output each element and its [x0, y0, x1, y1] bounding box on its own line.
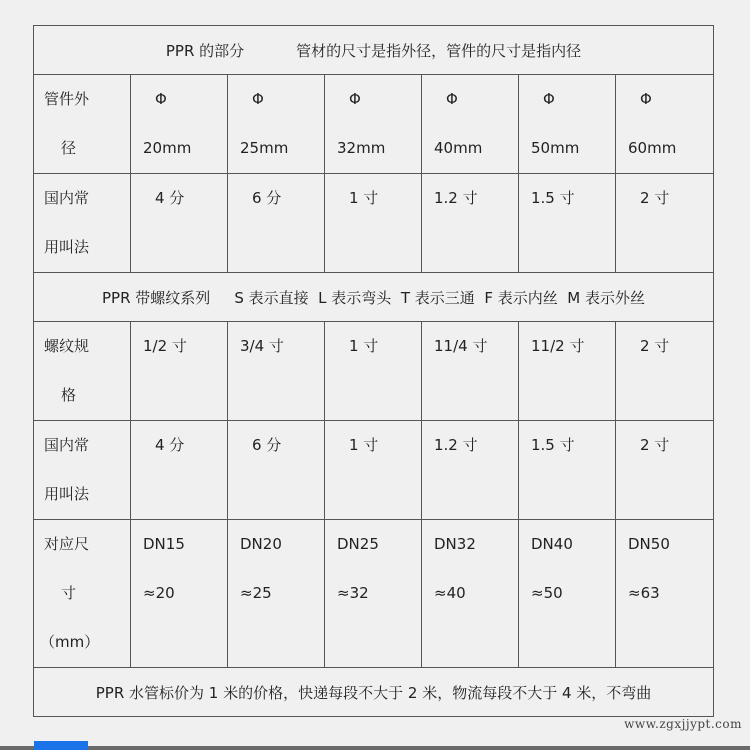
table-cell [131, 75, 228, 174]
approx-mm-value: ≈20 [143, 584, 175, 602]
table-cell [616, 421, 714, 520]
dn-value: DN15 [143, 535, 185, 553]
approx-mm-value: ≈25 [240, 584, 272, 602]
table-cell [422, 75, 519, 174]
table-cell [228, 421, 325, 520]
label-line: 径 [61, 139, 77, 157]
row-label-outer-diameter [34, 75, 131, 174]
table-cell [519, 174, 616, 273]
thread-spec-value: 11/2 寸 [531, 337, 585, 355]
thread-banner-cell [34, 273, 714, 322]
diameter-symbol: Φ [155, 90, 167, 108]
diameter-value: 20mm [143, 139, 192, 157]
dn-value: DN50 [628, 535, 670, 553]
label-line: （mm） [40, 633, 100, 651]
table-cell [616, 174, 714, 273]
table-cell [519, 520, 616, 668]
thread-spec-value: 1 寸 [349, 337, 379, 355]
label-line: 用叫法 [44, 485, 90, 503]
label-line: 螺纹规 [44, 337, 90, 355]
dn-value: DN32 [434, 535, 476, 553]
label-line: 格 [61, 386, 77, 404]
table-cell [616, 75, 714, 174]
thread-banner-item: S 表示直接 [234, 288, 309, 307]
common-name-row-1 [34, 174, 714, 273]
dn-value: DN25 [337, 535, 379, 553]
table-cell [325, 174, 422, 273]
table-cell [422, 322, 519, 421]
table-cell [422, 520, 519, 668]
table-cell [422, 421, 519, 520]
row-label-thread-spec [34, 322, 131, 421]
diameter-value: 40mm [434, 139, 483, 157]
thread-banner-item: L 表示弯头 [318, 288, 392, 307]
corresponding-size-row [34, 520, 714, 668]
title-cell [34, 26, 714, 75]
table-cell [519, 421, 616, 520]
thread-spec-value: 11/4 寸 [434, 337, 488, 355]
label-line: 管件外 [44, 90, 90, 108]
blue-tab-indicator[interactable] [34, 741, 88, 750]
approx-mm-value: ≈50 [531, 584, 563, 602]
table-cell [616, 322, 714, 421]
diameter-symbol: Φ [252, 90, 264, 108]
table-cell [228, 75, 325, 174]
thread-banner-item: M 表示外丝 [567, 288, 645, 307]
table-cell [228, 322, 325, 421]
label-line: 国内常 [44, 436, 90, 454]
label-line: 对应尺 [44, 535, 90, 553]
row-label-common-name [34, 421, 131, 520]
ppr-spec-table [33, 25, 714, 717]
thread-banner-item: T 表示三通 [400, 288, 475, 307]
footer-note-cell [34, 668, 714, 717]
label-line: 国内常 [44, 189, 90, 207]
thread-banner-item: F 表示内丝 [484, 288, 558, 307]
label-line: 寸 [61, 584, 77, 602]
diameter-symbol: Φ [640, 90, 652, 108]
common-name-value: 1 寸 [349, 189, 379, 207]
common-name-value: 1.2 寸 [434, 436, 478, 454]
table-cell [131, 520, 228, 668]
title-row [34, 26, 714, 75]
dn-value: DN20 [240, 535, 282, 553]
title-left: PPR 的部分 [165, 41, 245, 60]
ppr-spec-sheet [33, 25, 713, 712]
common-name-value: 6 分 [252, 189, 282, 207]
diameter-value: 50mm [531, 139, 580, 157]
table-cell [519, 322, 616, 421]
footer-note-text: PPR 水管标价为 1 米的价格，快递每段不大于 2 米，物流每段不大于 4 米，不弯曲 [95, 683, 652, 702]
common-name-value: 1.5 寸 [531, 189, 575, 207]
common-name-value: 2 寸 [640, 436, 670, 454]
diameter-symbol: Φ [446, 90, 458, 108]
bottom-bar [0, 746, 750, 750]
row-label-corresponding-size [34, 520, 131, 668]
footer-note-row [34, 668, 714, 717]
thread-banner-prefix: PPR 带螺纹系列 [102, 288, 211, 307]
label-line: 用叫法 [44, 238, 90, 256]
common-name-value: 1.5 寸 [531, 436, 575, 454]
table-cell [325, 322, 422, 421]
row-label-common-name [34, 174, 131, 273]
common-name-value: 6 分 [252, 436, 282, 454]
table-cell [228, 174, 325, 273]
common-name-value: 4 分 [155, 189, 185, 207]
dn-value: DN40 [531, 535, 573, 553]
table-cell [131, 421, 228, 520]
thread-spec-row [34, 322, 714, 421]
approx-mm-value: ≈63 [628, 584, 660, 602]
table-cell [131, 322, 228, 421]
thread-spec-value: 2 寸 [640, 337, 670, 355]
thread-banner-row [34, 273, 714, 322]
table-cell [325, 520, 422, 668]
approx-mm-value: ≈32 [337, 584, 369, 602]
table-cell [616, 520, 714, 668]
thread-spec-value: 3/4 寸 [240, 337, 284, 355]
outer-diameter-row [34, 75, 714, 174]
diameter-value: 25mm [240, 139, 289, 157]
diameter-value: 32mm [337, 139, 386, 157]
thread-spec-value: 1/2 寸 [143, 337, 187, 355]
table-cell [422, 174, 519, 273]
diameter-symbol: Φ [543, 90, 555, 108]
table-cell [325, 75, 422, 174]
common-name-value: 4 分 [155, 436, 185, 454]
table-cell [131, 174, 228, 273]
common-name-value: 1 寸 [349, 436, 379, 454]
common-name-value: 2 寸 [640, 189, 670, 207]
title-right: 管材的尺寸是指外径，管件的尺寸是指内径 [296, 41, 582, 60]
common-name-row-2 [34, 421, 714, 520]
common-name-value: 1.2 寸 [434, 189, 478, 207]
table-cell [519, 75, 616, 174]
watermark: www.zgxjjypt.com [624, 717, 742, 731]
approx-mm-value: ≈40 [434, 584, 466, 602]
table-cell [228, 520, 325, 668]
diameter-value: 60mm [628, 139, 677, 157]
table-cell [325, 421, 422, 520]
diameter-symbol: Φ [349, 90, 361, 108]
